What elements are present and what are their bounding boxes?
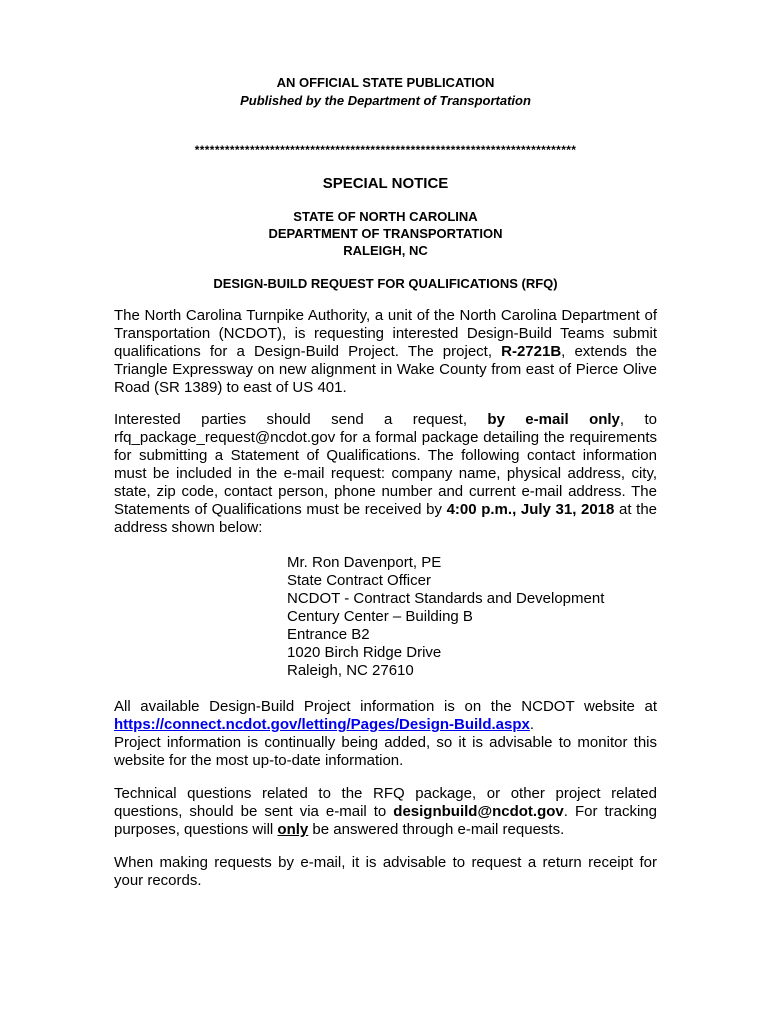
questions-text-end: be answered through e-mail requests. bbox=[308, 821, 565, 838]
request-paragraph bbox=[114, 411, 657, 537]
contact-title: State Contract Officer bbox=[287, 572, 431, 589]
design-build-link[interactable]: https://connect.ncdot.gov/letting/Pages/Design-Build.aspx bbox=[114, 716, 530, 733]
agency-city: RALEIGH, NC bbox=[343, 243, 428, 258]
questions-text: Technical questions related to the RFQ package, or other project related questions, should be sent via e-mail to bbox=[114, 785, 657, 820]
intro-text: The North Carolina Turnpike Authority, a unit of the North Carolina Department of Transportation (NCDOT), is requesting interested Design-Build Teams submit qualifications for a Design-Build Project. The project, bbox=[114, 307, 657, 360]
separator-stars: **************************************************************************** bbox=[194, 143, 577, 157]
website-text-end: . Project information is continually being added, so it is advisable to monitor this website for the most up-to-date information. bbox=[114, 716, 662, 769]
return-receipt-paragraph: When making requests by e-mail, it is advisable to request a return receipt for your records. bbox=[114, 854, 657, 889]
website-text: All available Design-Build Project information is on the NCDOT website at bbox=[114, 698, 657, 715]
intro-text-end: , extends the Triangle Expressway on new alignment in Wake County from east of Pierce Olive Road (SR 1389) to east of US 401. bbox=[114, 343, 657, 396]
website-paragraph bbox=[114, 698, 662, 770]
project-id: R-2721B bbox=[501, 343, 562, 360]
agency-state: STATE OF NORTH CAROLINA bbox=[293, 209, 478, 224]
intro-paragraph bbox=[114, 307, 657, 397]
contact-name: Mr. Ron Davenport, PE bbox=[287, 554, 442, 571]
rfq-title: DESIGN-BUILD REQUEST FOR QUALIFICATIONS (RFQ) bbox=[213, 276, 558, 291]
contact-office: NCDOT - Contract Standards and Development bbox=[287, 590, 605, 607]
agency-department: DEPARTMENT OF TRANSPORTATION bbox=[268, 226, 503, 241]
request-text-middle: , to rfq_package_request@ncdot.gov for a formal package detailing the requirements for submitting a Statement of Qualifications. The following contact information must be included in the e-mail request: company name, physical address, city, state, zip code, contact person, phone number and current e-mail address. The Statements of Qualifications must be received by bbox=[114, 411, 657, 518]
only-emphasis: only bbox=[277, 821, 309, 838]
contact-city: Raleigh, NC 27610 bbox=[287, 662, 414, 679]
email-only-emphasis: by e-mail only bbox=[487, 411, 620, 428]
mailing-address bbox=[287, 554, 657, 680]
designbuild-email: designbuild@ncdot.gov bbox=[393, 803, 564, 820]
publication-header: AN OFFICIAL STATE PUBLICATION bbox=[276, 75, 495, 90]
agency-block bbox=[114, 208, 657, 259]
questions-text-middle: . For tracking purposes, questions will bbox=[114, 803, 657, 838]
questions-paragraph bbox=[114, 785, 657, 839]
notice-title: SPECIAL NOTICE bbox=[322, 175, 449, 192]
contact-building: Century Center – Building B bbox=[287, 608, 473, 625]
contact-entrance: Entrance B2 bbox=[287, 626, 370, 643]
request-text: Interested parties should send a request, bbox=[114, 411, 488, 428]
publisher-line: Published by the Department of Transportation bbox=[240, 93, 531, 108]
contact-street: 1020 Birch Ridge Drive bbox=[287, 644, 442, 661]
deadline: 4:00 p.m., July 31, 2018 bbox=[446, 501, 615, 518]
document-page bbox=[114, 74, 662, 890]
request-text-end: at the address shown below: bbox=[114, 501, 657, 536]
